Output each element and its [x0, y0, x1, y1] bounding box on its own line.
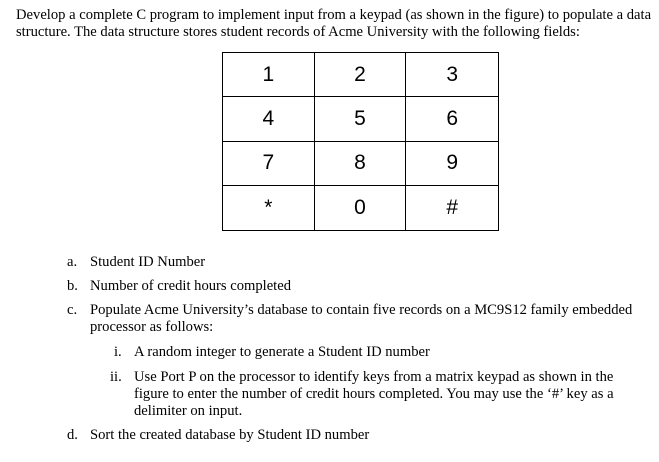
- keypad-key-0: 0: [315, 186, 407, 230]
- list-item-text: Populate Acme University’s database to contain five records on a MC9S12 family embedded processor as follows:: [90, 302, 633, 335]
- keypad-key-7: 7: [223, 142, 315, 186]
- keypad-key-5: 5: [315, 97, 407, 141]
- list-marker: i.: [114, 344, 122, 360]
- list-item-text: Student ID Number: [90, 254, 206, 270]
- intro-paragraph: Develop a complete C program to implement input from a keypad (as shown in the figure) to populate a data structure. The data structure stores student records of Acme University with the following fields:: [16, 7, 652, 40]
- keypad-key-1: 1: [223, 53, 315, 97]
- keypad-key-star: *: [223, 186, 315, 230]
- list-marker: a.: [67, 254, 78, 270]
- keypad-key-2: 2: [315, 53, 407, 97]
- list-marker: d.: [67, 427, 78, 443]
- list-item-text: Number of credit hours completed: [90, 278, 292, 294]
- keypad-key-4: 4: [223, 97, 315, 141]
- keypad-key-9: 9: [406, 142, 498, 186]
- keypad-figure: [222, 52, 499, 231]
- list-marker: ii.: [110, 369, 122, 385]
- keypad-key-hash: #: [446, 195, 458, 219]
- list-item-text: Use Port P on the processor to identify keys from a matrix keypad as shown in the figure to enter the number of credit hours completed. You may use the ‘#’ key as a delimiter on input.: [134, 369, 614, 419]
- list-marker: b.: [67, 278, 78, 294]
- list-item-text: A random integer to generate a Student ID number: [134, 344, 430, 360]
- keypad-key-8: 8: [315, 142, 407, 186]
- keypad-key-3: 3: [406, 53, 498, 97]
- keypad-key-6: 6: [406, 97, 498, 141]
- list-marker: c.: [67, 302, 78, 318]
- list-item-text: Sort the created database by Student ID number: [90, 427, 370, 443]
